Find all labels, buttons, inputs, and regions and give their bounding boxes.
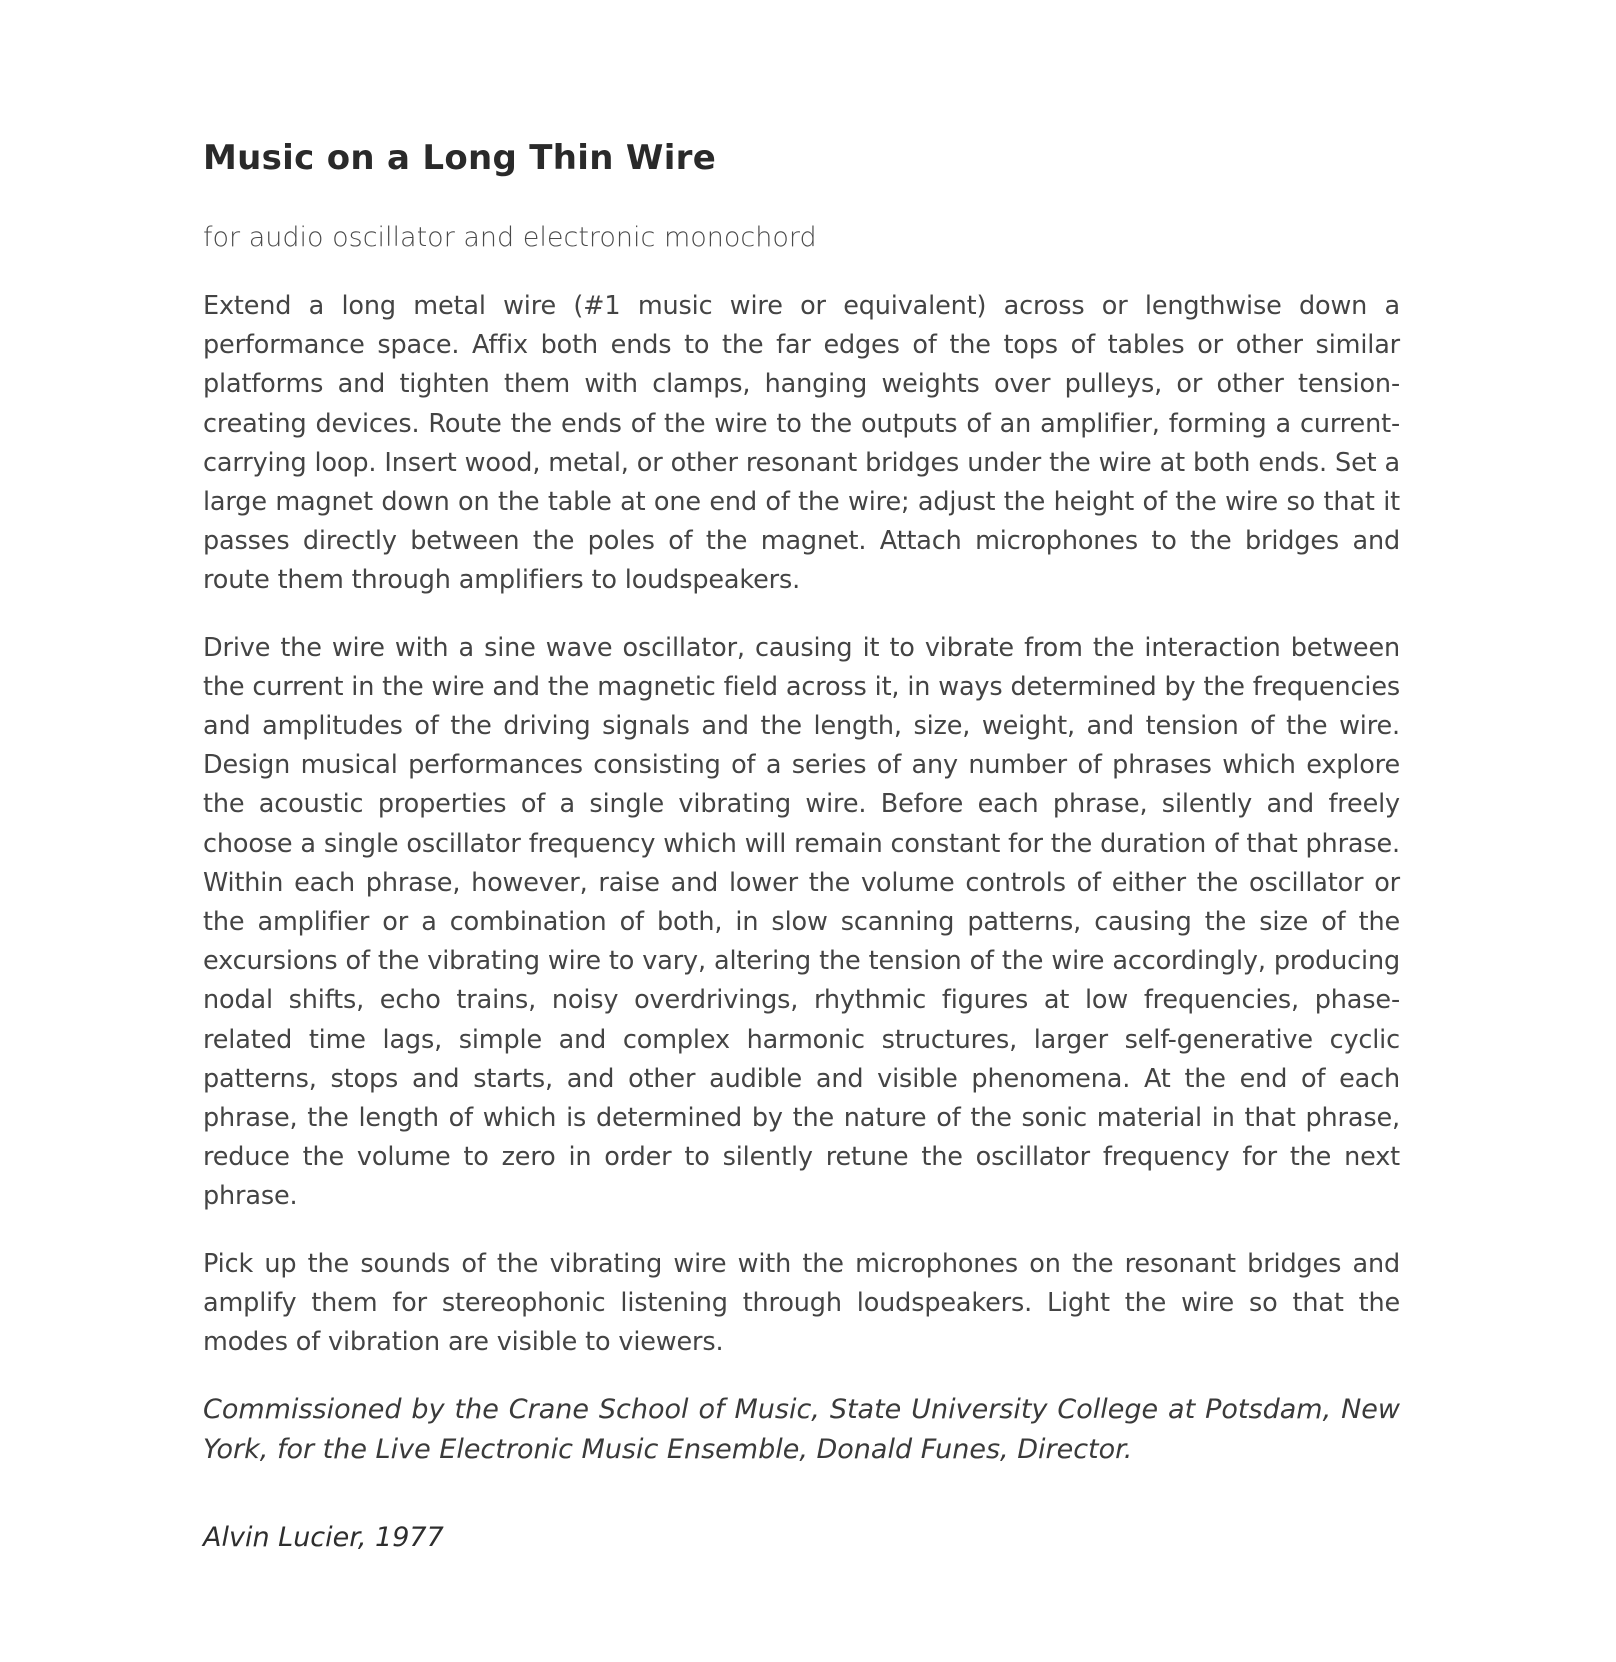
paragraph-setup: Extend a long metal wire (#1 music wire or equivalent) across or lengthwise down a performance space. Affix both ends to the far edges of the tops of tables or other similar platforms and tighten them with clamps, hanging weights over pulleys, or other tension-creating devices. Route the ends of the wire to the outputs of an amplifier, forming a current-carrying loop. Insert wood, metal, or other resonant bridges under the wire at both ends. Set a large magnet down on the table at one end of the wire; adjust the height of the wire so that it passes directly between the poles of the magnet. Attach microphones to the bridges and route them through amplifiers to loudspeakers. — [203, 291, 1400, 596]
paragraph-performance: Drive the wire with a sine wave oscillator, causing it to vibrate from the interaction between the current in the wire and the magnetic field across it, in ways determined by the frequencies and amplitudes of the driving signals and the length, size, weight, and tension of the wire. Design musical performances consisting of a series of any number of phrases which explore the acoustic properties of a single vibrating wire. Before each phrase, silently and freely choose a single oscillator frequency which will remain constant for the duration of that phrase. Within each phrase, however, raise and lower the volume controls of either the oscillator or the amplifier or a combination of both, in slow scanning patterns, causing the size of the excursions of the vibrating wire to vary, altering the tension of the wire accordingly, producing nodal shifts, echo trains, noisy overdrivings, rhythmic figures at low frequencies, phase-related time lags, simple and complex harmonic structures, larger self-generative cyclic patterns, stops and starts, and other audible and visible phenomena. At the end of each phrase, the length of which is determined by the nature of the sonic material in that phrase, reduce the volume to zero in order to silently retune the oscillator frequency for the next phrase. — [203, 632, 1401, 1212]
document-title: Music on a Long Thin Wire — [203, 138, 717, 178]
commission-note: Commissioned by the Crane School of Music, State University College at Potsdam, New York, for the Live Electronic Music Ensemble, Donald Funes, Director. — [203, 1394, 1400, 1466]
author-signature: Alvin Lucier, 1977 — [203, 1522, 444, 1554]
paragraph-amplification: Pick up the sounds of the vibrating wire with the microphones on the resonant bridges and amplify them for stereophonic listening through loudspeakers. Light the wire so that the modes of vibration are visible to viewers. — [203, 1248, 1400, 1358]
document-subtitle: for audio oscillator and electronic monochord — [203, 222, 817, 253]
document-page — [203, 138, 1400, 1553]
